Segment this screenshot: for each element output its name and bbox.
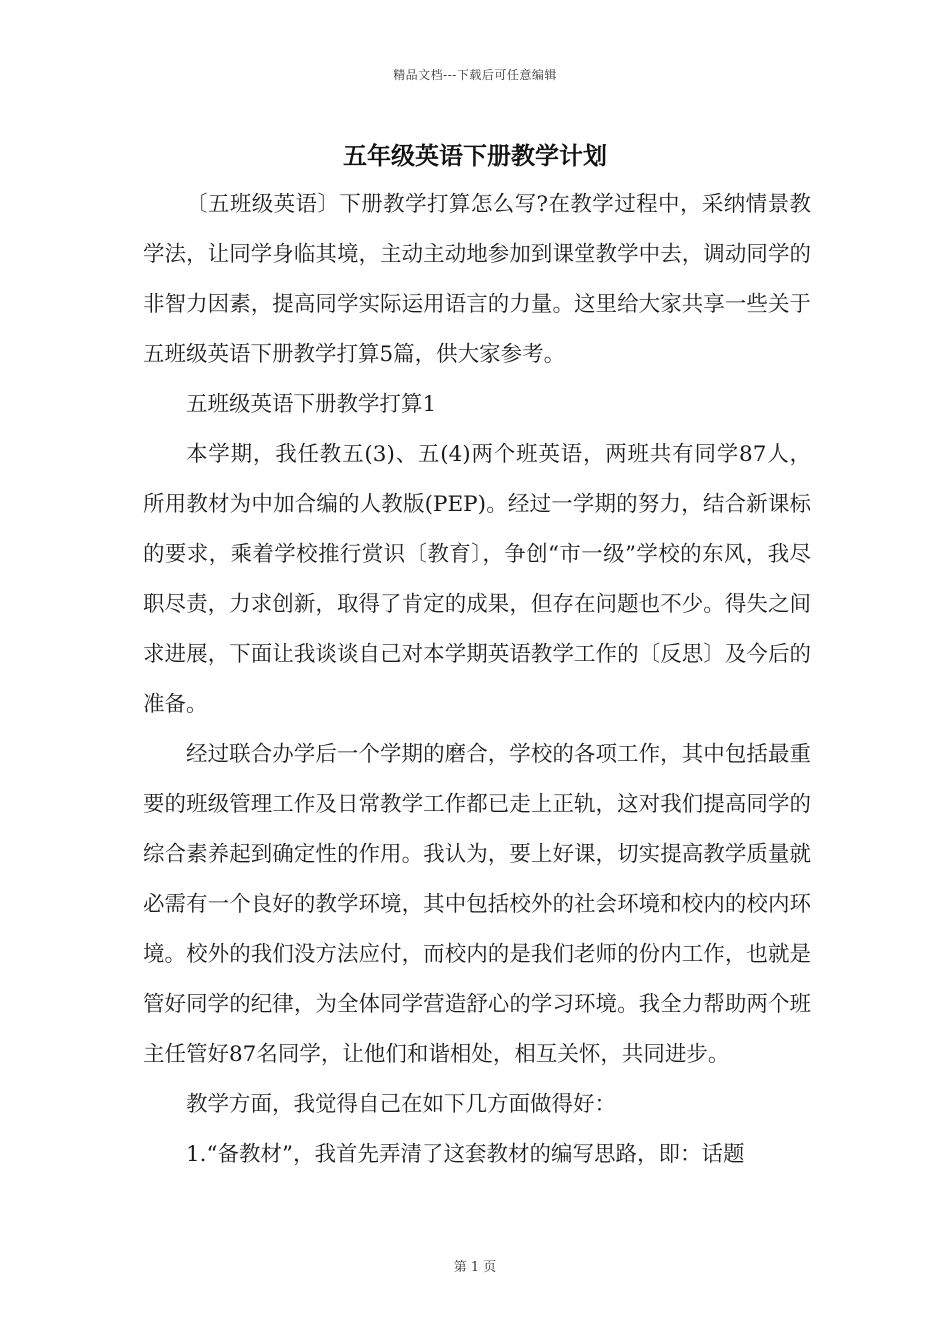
page-header: 精品文档---下载后可任意编辑 — [393, 68, 557, 82]
body-paragraph: 教学方面，我觉得自己在如下几方面做得好： — [186, 1092, 617, 1117]
body-paragraph: 本学期，我任教五(3)、五(4)两个班英语，两班共有同学87人，所用教材为中加合编的人教版(PEP)。经过一学期的努力，结合新课标的要求，乘着学校推行赏识〔教育〕，争创“市一级”学校的东风，我尽职尽责，力求创新，取得了肯定的成果，但存在问题也不少。得失之间求进展，下面让我谈谈自己对本学期英语教学工作的〔反思〕及今后的准备。 — [143, 442, 811, 717]
body-paragraph: 1.“备教材”，我首先弄清了这套教材的编写思路，即：话题 — [186, 1142, 745, 1167]
page-footer: 第 1 页 — [453, 1260, 497, 1275]
document-body — [143, 180, 811, 1180]
body-paragraph: 经过联合办学后一个学期的磨合，学校的各项工作，其中包括最重要的班级管理工作及日常教学工作都已走上正轨，这对我们提高同学的综合素养起到确定性的作用。我认为，要上好课，切实提高教学质量就必需有一个良好的教学环境，其中包括校外的社会环境和校内的校内环境。校外的我们没方法应付，而校内的是我们老师的份内工作，也就是管好同学的纪律，为全体同学营造舒心的学习环境。我全力帮助两个班主任管好87名同学，让他们和谐相处，相互关怀，共同进步。 — [143, 742, 811, 1067]
document-title: 五年级英语下册教学计划 — [343, 141, 607, 170]
section-heading: 五班级英语下册教学打算1 — [186, 392, 437, 417]
intro-paragraph: 〔五班级英语〕下册教学打算怎么写?在教学过程中，采纳情景教学法，让同学身临其境，主动主动地参加到课堂教学中去，调动同学的非智力因素，提高同学实际运用语言的力量。这里给大家共享一些关于五班级英语下册教学打算5篇，供大家参考。 — [143, 192, 811, 367]
